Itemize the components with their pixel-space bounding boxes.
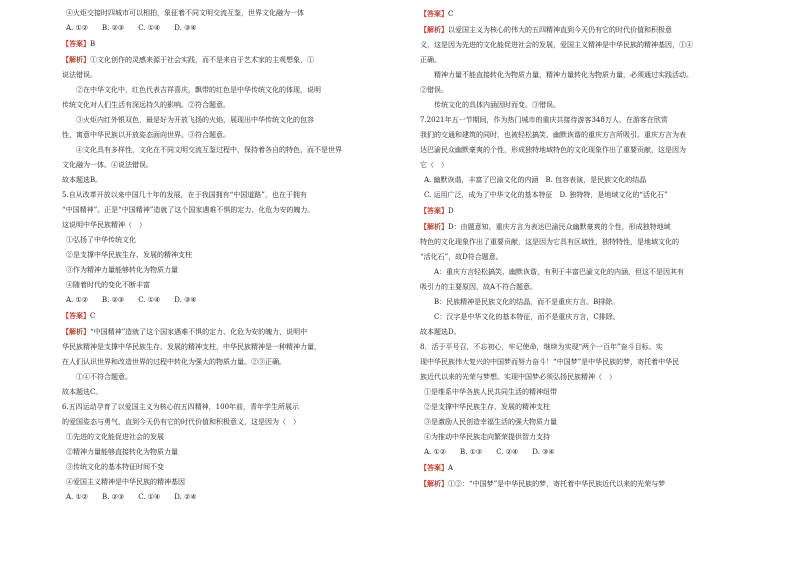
explanation-line: “活化石”，故D符合题意。 xyxy=(420,253,503,261)
explanation-tag: 【解析】 xyxy=(420,479,448,488)
question-6-choices: A. ①② B. ②③ C. ①④ D. ②④ xyxy=(66,493,197,501)
explanation-line: 【解析】D：由题意知，重庆方言为表达巴渝民众幽默豪爽的个性，形成独特地域 xyxy=(420,222,671,231)
answer-choices: A. ①② B. ②③ C. ①④ D. ③④ xyxy=(66,24,197,32)
answer-value: C xyxy=(448,10,454,18)
question-7-stem: 我们的交通和建筑的同时，也被轻松搞笑、幽默诙谐的重庆方言所吸引。重庆方言为表 xyxy=(420,131,686,139)
question-8-option: ④为推动中华民族走向繁荣提供智力支持 xyxy=(424,433,550,441)
question-6-stem: 的爱国姿态与勇气，直到今天仍有它的时代价值和积极意义，这是因为（ ） xyxy=(62,418,300,426)
answer-value: C xyxy=(90,312,96,320)
answer-tag: 【答案】 xyxy=(420,206,448,215)
question-5-option: ①弘扬了中华传统文化 xyxy=(66,236,136,244)
question-7-stem: 它（ ） xyxy=(420,161,448,169)
explanation-tag: 【解析】 xyxy=(420,222,448,231)
question-8-option: ①是维系中华各族人民共同生活的精神纽带 xyxy=(424,388,557,396)
answer-line xyxy=(420,460,740,476)
explanation-line: C：汉字是中华文化的基本特征，而不是重庆方言，C排除。 xyxy=(434,313,620,321)
explanation-line: 吸引力的主要原因，故A不符合题意。 xyxy=(420,283,538,291)
explanation-line: ②在中华文化中，红色代表吉祥喜庆，飘带的红色是中华传统文化的体现，说明 xyxy=(76,86,321,94)
explanation-tag: 【解析】 xyxy=(62,327,90,336)
answer-tag: 【答案】 xyxy=(420,463,448,472)
question-8-choices: A. ①② B. ①③ C. ②④ D. ③④ xyxy=(424,448,555,456)
explanation-line: A：重庆方言轻松搞笑、幽默诙谐，有利于丰富巴渝文化的内涵，但这不是因其有 xyxy=(434,268,685,276)
question-6-option: ③传统文化的基本特征时间不变 xyxy=(66,463,164,471)
question-5-stem: 5.自从改革开放以来中国几十年的发展，在于我国拥有“中国道路”，也在于拥有 xyxy=(62,191,307,199)
answer-value: B xyxy=(90,40,96,48)
option-line: ④火炬交接时四城市可以相拍，象征着不同文明交流互鉴，世界文化融为一体 xyxy=(66,9,304,17)
explanation-line: 精神力量不能直接转化为物质力量，精神力量转化为物质力量，必须通过实践活动。 xyxy=(434,71,693,79)
explanation-line: 华民族精神是支撑中华民族生存、发展的精神支柱，中华民族精神是一种精神力量， xyxy=(62,343,321,351)
question-5-option: ③作为精神力量能够转化为物质力量 xyxy=(66,266,178,274)
explanation-line: ②错误。 xyxy=(420,86,448,94)
question-6-option: ①先进的文化能促进社会的发展 xyxy=(66,433,164,441)
explanation-line: 说法错误。 xyxy=(62,71,97,79)
question-7-stem: 7.2021年五一节期间，作为热门城市的重庆共接待游客348万人，在游客在欣赏 xyxy=(420,116,668,124)
explanation-line: B：民族精神是民族文化的结晶，而不是重庆方言。B排除。 xyxy=(434,298,620,306)
question-7-stem: 达巴渝民众幽默豪爽的个性，形成独特地域特色的文化现象作出了重要贡献，这是因为 xyxy=(420,146,686,154)
explanation-line: 正确。 xyxy=(420,56,441,64)
explanation-line: ①④不符合题意。 xyxy=(76,373,132,381)
explanation-line: 【解析】“中国精神”造就了这个国家遇难不惧的定力、化危为安的魄力，说明中 xyxy=(62,327,308,336)
answer-line xyxy=(62,308,380,324)
right-column xyxy=(420,6,740,492)
answer-value: D xyxy=(448,207,454,215)
answer-line xyxy=(420,6,740,22)
explanation-line: ③火炬内红外银双色，最是好为开放飞扬的火焰，展现出中华传统文化的包容 xyxy=(76,116,314,124)
question-5-option: ④随着时代的变化不断丰富 xyxy=(66,281,150,289)
conclusion-line: 故本题选B。 xyxy=(62,176,103,184)
answer-tag: 【答案】 xyxy=(62,39,90,48)
explanation-line: 传统文化的具体内涵因时而变。③错误。 xyxy=(434,101,560,109)
answer-tag: 【答案】 xyxy=(62,311,90,320)
explanation-line: 特色的文化现象作出了重要贡献，这是因为它具有区域性，独特特性，是地域文化的 xyxy=(420,238,679,246)
explanation-line: 传统文化对人们生活有深远持久的影响。②符合题意。 xyxy=(62,101,230,109)
explanation-line: 【解析】①②：“中国梦”是中华民族的梦，寄托着中华民族近代以来的光荣与梦 xyxy=(420,479,666,488)
explanation-line: 文化融为一体。④说法错误。 xyxy=(62,161,153,169)
question-8-option: ③是激励人民创造幸福生活的强大物质力量 xyxy=(424,418,557,426)
explanation-line: ④文化具有多样性，文化在不同文明交流互鉴过程中，保持着各自的特色，而不是世界 xyxy=(76,146,342,154)
explanation-line: 【解析】以爱国主义为核心的伟大的五四精神直到今天仍有它的时代价值和积极意 xyxy=(420,25,672,34)
question-8-stem: 现中华民族伟大复兴的中国梦而努力奋斗！“中国梦”是中华民族的梦，寄托着中华民 xyxy=(420,358,680,366)
question-5-choices: A. ①② B. ②③ C. ①④ D. ③④ xyxy=(66,296,197,304)
question-5-stem: 这说明中华民族精神（ ） xyxy=(62,221,146,229)
answer-tag: 【答案】 xyxy=(420,9,448,18)
explanation-tag: 【解析】 xyxy=(62,55,90,64)
question-6-option: ④爱国主义精神是中华民族的精神基因 xyxy=(66,478,185,486)
answer-value: A xyxy=(448,464,454,472)
answer-line xyxy=(420,203,740,219)
explanation-line: 【解析】①文化创作的灵感来源于社会实践，而不是来自于艺术家的主观想象，① xyxy=(62,55,314,64)
left-column xyxy=(62,6,380,505)
question-8-option: ②是支撑中华民族生存、发展的精神支柱 xyxy=(424,403,550,411)
explanation-line: 性，寓意中华民族以开放姿态面向世界。③符合题意。 xyxy=(62,131,230,139)
conclusion-line: 故本题选C。 xyxy=(62,388,103,396)
explanation-tag: 【解析】 xyxy=(420,25,448,34)
question-7-option: A. 幽默诙谐，丰富了巴渝文化的内涵 B. 包容表演，是民族文化的结晶 xyxy=(424,176,647,184)
explanation-line: 义，这是因为先进的文化能促进社会的发展，爱国主义精神是中华民族的精神基因，①④ xyxy=(420,41,693,49)
question-5-option: ②是支撑中华民族生存、发展的精神支柱 xyxy=(66,251,192,259)
answer-line xyxy=(62,36,380,52)
conclusion-line: 故本题选D。 xyxy=(420,328,461,336)
question-6-option: ②精神力量能够直接转化为物质力量 xyxy=(66,448,178,456)
question-8-stem: 8．活于平号召，不忘初心，牢记使命，继续为实现“两个一百年”奋斗目标、实 xyxy=(420,343,663,351)
question-5-stem: “中国精神”。正是“中国精神”造就了这个国家遇难不惧的定力、化危为安的魄力。 xyxy=(62,206,315,214)
question-6-stem: 6.五四运动孕育了以爱国主义为核心的五四精神，100年前，青年学生所展示 xyxy=(62,403,300,411)
question-7-option: C. 运用广泛，成为了中华文化的基本特征 D. 独特特，是地域文化的“活化石” xyxy=(424,191,668,199)
question-8-stem: 族近代以来的光荣与梦想。实现中国梦必须弘扬民族精神（ ） xyxy=(420,373,616,381)
explanation-line: 在人们认识世界和改造世界的过程中转化为强大的物质力量。②③正确。 xyxy=(62,358,286,366)
